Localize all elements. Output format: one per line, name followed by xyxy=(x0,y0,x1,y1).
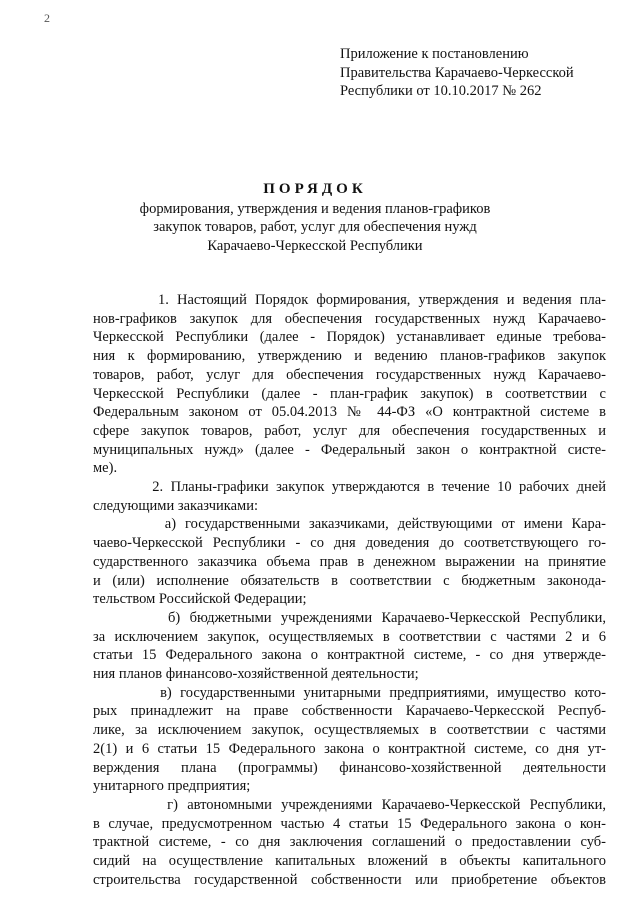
document-title: ПОРЯДОК xyxy=(263,181,367,197)
body-text-line: сударственного заказчика объема прав в денежном выражении на принятие xyxy=(93,553,606,570)
body-text-line: сфере закупок товаров, работ, услуг для обеспечения государственных и xyxy=(93,422,606,439)
subtitle-line: Карачаево-Черкесской Республики xyxy=(207,237,423,254)
body-text-line: Федеральным законом от 05.04.2013 № 44-ФЗ «О контрактной системе в xyxy=(93,404,606,421)
body-text-line: 2. Планы-графики закупок утверждаются в течение 10 рабочих дней xyxy=(93,479,606,496)
body-text-line: ния планов финансово-хозяйственной деятельности; xyxy=(93,666,419,683)
body-text-line: Черкесской Республики (далее - план-график закупок) в соответствии с xyxy=(93,385,606,402)
body-text-line: в случае, предусмотренном частью 4 статьи 15 Федерального закона о кон- xyxy=(93,815,606,832)
subtitle-line: формирования, утверждения и ведения планов-графиков xyxy=(139,200,491,217)
body-text-line: верждения плана (программы) финансово-хозяйственной деятельности xyxy=(93,759,606,776)
page-number: 2 xyxy=(44,11,50,25)
body-text-line: г) автономными учреждениями Карачаево-Черкесской Республики, xyxy=(93,796,606,813)
body-text-line: в) государственными унитарными предприятиями, имущество кото- xyxy=(93,684,606,701)
body-text-line: и (или) исполнение обязательств в соответствии с бюджетным законода- xyxy=(93,572,606,589)
body-text-line: а) государственными заказчиками, действующими от имени Кара- xyxy=(93,516,606,533)
body-text-line: муниципальных нужд» (далее - Федеральный закон о контрактной систе- xyxy=(93,441,606,458)
document-heading xyxy=(80,180,550,255)
body-text-line: рых принадлежит на праве собственности Карачаево-Черкесской Респуб- xyxy=(93,703,606,720)
body-text-line: строительства государственной собственности или приобретение объектов xyxy=(93,871,606,888)
body-text-line: нов-графиков закупок для обеспечения государственных нужд Карачаево- xyxy=(93,310,606,327)
body-text-line: тельством Российской Федерации; xyxy=(93,591,307,608)
body-text-line: 1. Настоящий Порядок формирования, утверждения и ведения пла- xyxy=(93,292,606,308)
body-text-line: товаров, работ, услуг для обеспечения государственных нужд Карачаево- xyxy=(93,366,606,383)
body-text-line: ме). xyxy=(93,460,118,477)
appendix-line: Приложение к постановлению xyxy=(340,46,529,62)
body-text-line: следующими заказчиками: xyxy=(93,497,259,514)
appendix-line: Республики от 10.10.2017 № 262 xyxy=(340,83,542,99)
body-text-line: 2(1) и 6 статьи 15 Федерального закона о контрактной системе, со дня ут- xyxy=(93,740,606,757)
body-text-line: б) бюджетными учреждениями Карачаево-Черкесской Республики, xyxy=(93,609,606,626)
document-body xyxy=(93,291,606,890)
body-text-line: лике, за исключением закупок, осуществляемых в соответствии с частями xyxy=(93,722,606,739)
body-text-line: ния к формированию, утверждению и ведению планов-графиков закупок xyxy=(93,348,606,365)
appendix-line: Правительства Карачаево-Черкесской xyxy=(340,64,574,81)
body-text-line: унитарного предприятия; xyxy=(93,778,251,795)
subtitle-line: закупок товаров, работ, услуг для обеспечения нужд xyxy=(153,219,477,235)
appendix-reference xyxy=(340,45,630,101)
body-text-line: чаево-Черкесской Республики - со дня доведения до соответствующего го- xyxy=(93,535,606,552)
body-text-line: статьи 15 Федерального закона о контрактной системе, - со дня утвержде- xyxy=(93,647,606,664)
body-text-line: сидий на осуществление капитальных вложений в объекты капитального xyxy=(93,853,606,870)
body-text-line: трактной системе, - со дня заключения соглашений о предоставлении суб- xyxy=(93,834,606,851)
body-text-line: за исключением закупок, осуществляемых в соответствии с частями 2 и 6 xyxy=(93,628,606,645)
body-text-line: Черкесской Республики (далее - Порядок) устанавливает единые требова- xyxy=(93,329,606,346)
